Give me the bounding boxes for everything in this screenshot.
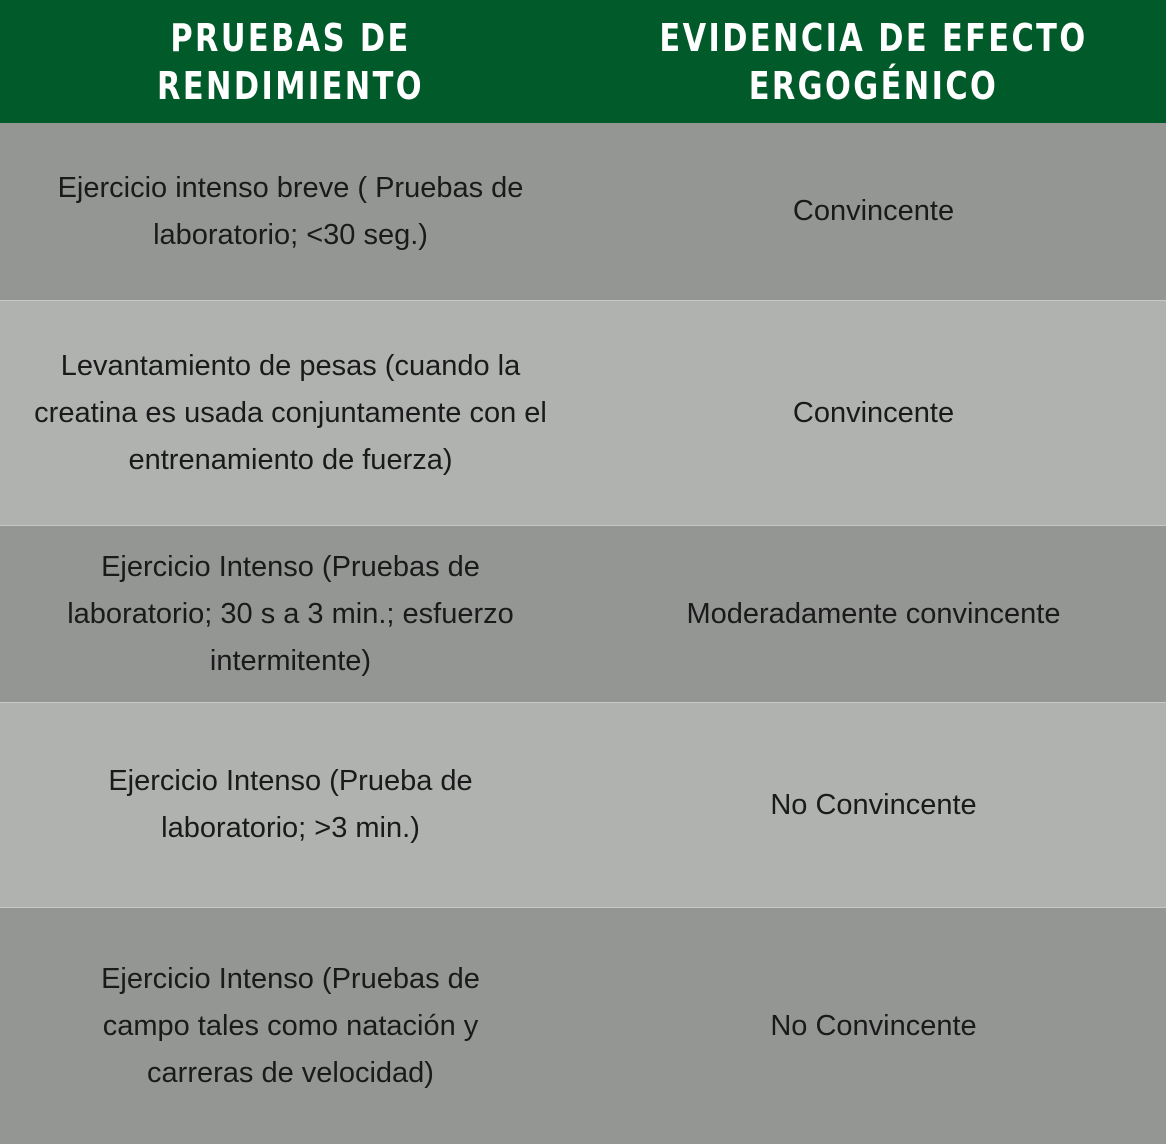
table-row [0, 703, 1166, 908]
test-cell: Ejercicio intenso breve ( Pruebas de laboratorio; <30 seg.) [57, 171, 524, 251]
test-cell: Ejercicio Intenso (Pruebas de laboratorio; 30 s a 3 min.; esfuerzo intermitente) [67, 550, 514, 677]
table-row [0, 526, 1166, 703]
evidence-cell: No Convincente [770, 1009, 977, 1042]
evidence-cell: Convincente [792, 396, 955, 429]
evidence-cell: Convincente [792, 195, 955, 227]
test-cell: Levantamiento de pesas (cuando la creatina es usada conjuntamente con el entrenamiento de fuerza) [34, 349, 547, 476]
test-cell: Ejercicio Intenso (Pruebas de campo tales como natación y carreras de velocidad) [101, 962, 480, 1089]
table-row [0, 908, 1166, 1144]
table-row [0, 301, 1166, 526]
table-row [0, 123, 1166, 301]
evidence-cell: No Convincente [770, 788, 977, 821]
header-performance-tests: PRUEBAS DE RENDIMIENTO [157, 15, 424, 108]
header-ergogenic-evidence: EVIDENCIA DE EFECTO ERGOGÉNICO [659, 15, 1088, 108]
table-header [0, 0, 1166, 123]
test-cell: Ejercicio Intenso (Prueba de laboratorio; >3 min.) [108, 765, 473, 844]
evidence-cell: Moderadamente convincente [686, 597, 1061, 630]
